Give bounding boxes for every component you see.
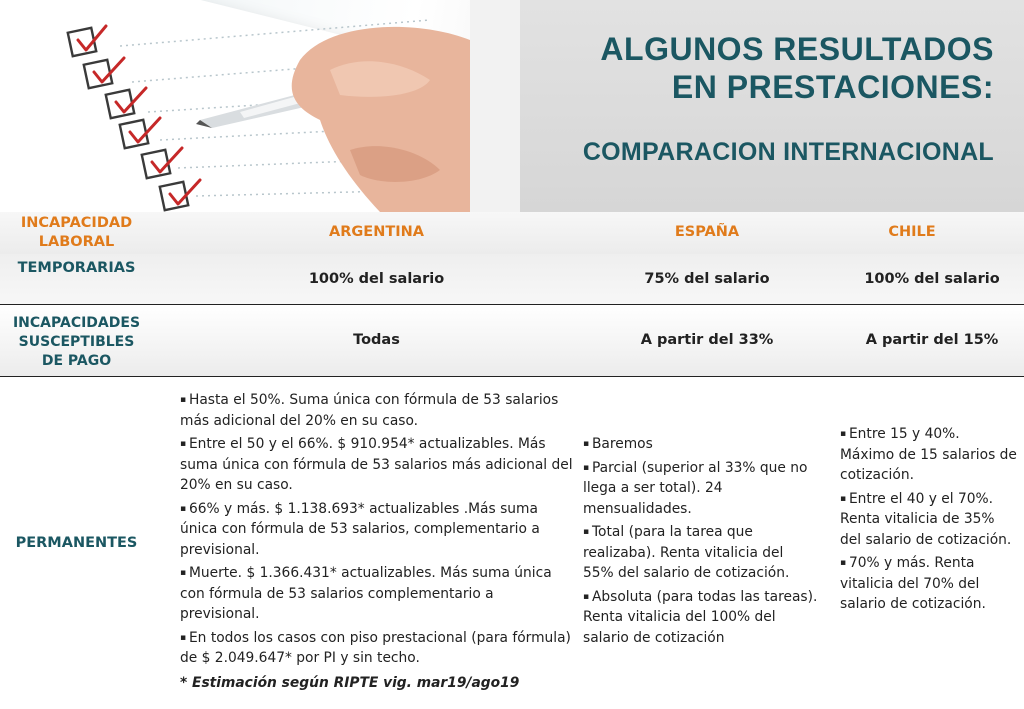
cell-incapacidades-espana: A partir del 33% [640,332,774,348]
cell-incapacidades-argentina: Todas [353,332,400,348]
header-banner [0,0,1024,212]
ripte-footnote: * Estimación según RIPTE vig. mar19/ago19 [180,675,520,691]
list-item: ▪ Entre el 50 y el 66%. $ 910.954* actualizables. Más suma única con fórmula de 53 salarios más adicional del 20% en su caso. [180,434,575,496]
table-header-row [0,212,1024,254]
page-title-line2: EN PRESTACIONES: [671,69,994,105]
argentina-permanentes-list [180,390,575,672]
checklist-illustration [0,0,520,212]
table-row-incapacidades [0,305,1024,376]
espana-permanentes-list [583,434,818,651]
page-title-line1: ALGUNOS RESULTADOS [600,31,994,67]
column-header-argentina: ARGENTINA [329,224,424,240]
row-label-temporarias: TEMPORARIAS [17,260,136,276]
comparison-table [0,212,1024,709]
list-item: ▪ Hasta el 50%. Suma única con fórmula de 53 salarios más adicional del 20% en su caso. [180,390,575,431]
checklist-photo [0,0,520,212]
column-header-espana: ESPAÑA [674,224,740,240]
row-label-line: DE PAGO [41,353,112,369]
list-item: ▪ Entre 15 y 40%. Máximo de 15 salarios de cotización. [840,424,1018,486]
list-item: ▪ 66% y más. $ 1.138.693* actualizables .Más suma única con fórmula de 53 salarios, complementario a previsional. [180,499,575,561]
list-item: ▪ Entre el 40 y el 70%. Renta vitalicia de 35% del salario de cotización. [840,489,1018,551]
table-row-temporarias [0,254,1024,304]
list-item: ▪ En todos los casos con piso prestacional (para fórmula) de $ 2.049.647* por PI y sin techo. [180,628,575,669]
chile-permanentes-list [840,424,1018,618]
list-item: ▪ Muerte. $ 1.366.431* actualizables. Más suma única con fórmula de 53 salarios complementario a previsional. [180,563,575,625]
row-label-line: INCAPACIDADES [12,315,141,331]
list-item: ▪ Total (para la tarea que realizaba). Renta vitalicia del 55% del salario de cotización. [583,522,818,584]
title-block [583,30,994,167]
cell-temporarias-chile: 100% del salario [864,271,1000,287]
cell-incapacidades-chile: A partir del 15% [865,332,999,348]
list-item: ▪ Parcial (superior al 33% que no llega a ser total). 24 mensualidades. [583,458,818,520]
page-subtitle: COMPARACION INTERNACIONAL [582,138,994,166]
column-header-category: INCAPACIDAD LABORAL [20,215,133,250]
table-row-permanentes [0,377,1024,709]
list-item: ▪ 70% y más. Renta vitalicia del 70% del salario de cotización. [840,553,1018,615]
row-label-incapacidades [0,314,153,371]
list-item: ▪ Baremos [583,434,818,455]
row-label-line: SUSCEPTIBLES [18,334,135,350]
cell-temporarias-espana: 75% del salario [644,271,770,287]
list-item: ▪ Absoluta (para todas las tareas). Renta vitalicia del 100% del salario de cotización [583,587,818,649]
column-header-chile: CHILE [888,224,936,240]
row-label-permanentes: PERMANENTES [15,535,138,551]
cell-temporarias-argentina: 100% del salario [308,271,445,287]
